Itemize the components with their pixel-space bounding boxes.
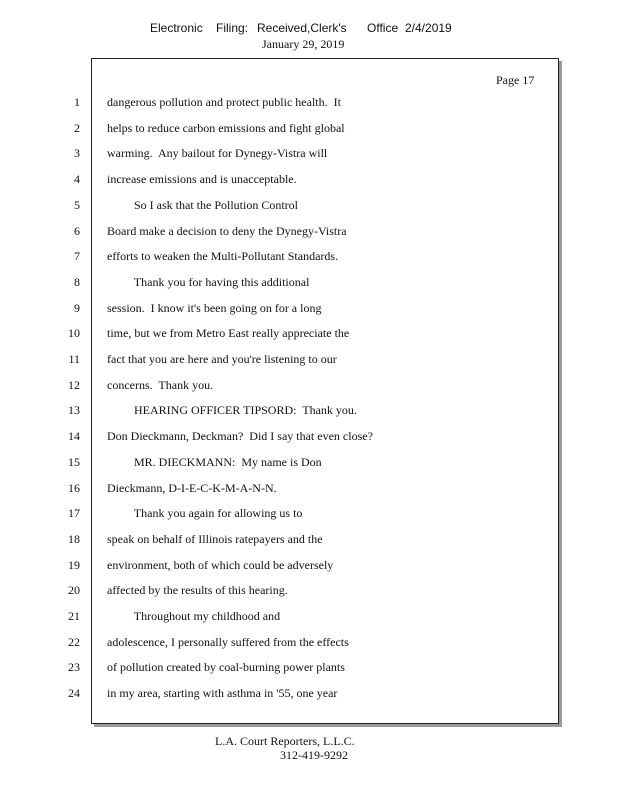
line-number: 10 — [68, 326, 80, 340]
line-number: 5 — [74, 198, 80, 212]
line-number: 17 — [68, 506, 80, 520]
line-text: of pollution created by coal-burning power plants — [107, 660, 345, 674]
line-text: concerns. Thank you. — [107, 378, 214, 392]
line-text: HEARING OFFICER TIPSORD: Thank you. — [107, 403, 357, 417]
line-text: efforts to weaken the Multi-Pollutant Standards. — [107, 249, 339, 263]
line-text: increase emissions and is unacceptable. — [107, 172, 297, 186]
transcript-line — [0, 455, 618, 471]
transcript-line — [0, 686, 618, 702]
line-text: Don Dieckmann, Deckman? Did I say that even close? — [107, 429, 373, 443]
transcript-line — [0, 481, 618, 497]
line-number: 8 — [74, 275, 80, 289]
line-text: Board make a decision to deny the Dynegy-Vistra — [107, 224, 347, 238]
line-text: Dieckmann, D-I-E-C-K-M-A-N-N. — [107, 481, 277, 495]
footer-phone: 312-419-9292 — [280, 748, 348, 762]
line-text: helps to reduce carbon emissions and fight global — [107, 121, 345, 135]
page-number: Page 17 — [496, 73, 535, 87]
line-text: dangerous pollution and protect public health. It — [107, 95, 341, 109]
line-number: 19 — [68, 558, 80, 572]
line-number: 14 — [68, 429, 80, 443]
stamp-received: Received,Clerk's — [257, 21, 347, 35]
transcript-line — [0, 583, 618, 599]
line-text: Throughout my childhood and — [107, 609, 281, 623]
line-number: 2 — [74, 121, 80, 135]
line-text: adolescence, I personally suffered from the effects — [107, 635, 349, 649]
line-number: 9 — [74, 301, 80, 315]
transcript-line — [0, 506, 618, 522]
line-number: 1 — [74, 95, 80, 109]
line-number: 20 — [68, 583, 80, 597]
line-text: Thank you again for allowing us to — [107, 506, 303, 520]
line-text: speak on behalf of Illinois ratepayers and the — [107, 532, 323, 546]
footer-company: L.A. Court Reporters, L.L.C. — [215, 734, 355, 748]
transcript-line — [0, 429, 618, 445]
transcript-line — [0, 224, 618, 240]
transcript-line — [0, 378, 618, 394]
line-text: session. I know it's been going on for a long — [107, 301, 322, 315]
transcript-line — [0, 146, 618, 162]
transcript-line — [0, 275, 618, 291]
transcript-line — [0, 121, 618, 137]
line-text: MR. DIECKMANN: My name is Don — [107, 455, 322, 469]
line-number: 3 — [74, 146, 80, 160]
line-number: 6 — [74, 224, 80, 238]
stamp-filing: Filing: — [216, 21, 249, 35]
filing-stamp — [150, 21, 452, 35]
line-text: Thank you for having this additional — [107, 275, 310, 289]
line-number: 24 — [68, 686, 80, 700]
line-number: 4 — [74, 172, 80, 186]
line-text: time, but we from Metro East really appreciate the — [107, 326, 350, 340]
transcript-line — [0, 660, 618, 676]
transcript-line — [0, 301, 618, 317]
line-text: environment, both of which could be adversely — [107, 558, 334, 572]
line-number: 7 — [74, 249, 80, 263]
line-number: 12 — [68, 378, 80, 392]
line-number: 21 — [68, 609, 80, 623]
transcript-line — [0, 172, 618, 188]
transcript-line — [0, 198, 618, 214]
line-number: 11 — [68, 352, 80, 366]
line-number: 22 — [68, 635, 80, 649]
transcript-line — [0, 95, 618, 111]
line-text: fact that you are here and you're listening to our — [107, 352, 337, 366]
stamp-office: Office — [367, 21, 399, 35]
transcript-line — [0, 609, 618, 625]
line-number: 18 — [68, 532, 80, 546]
line-number: 23 — [68, 660, 80, 674]
transcript-line — [0, 403, 618, 419]
transcript-line — [0, 352, 618, 368]
line-text: warming. Any bailout for Dynegy-Vistra will — [107, 146, 328, 160]
document-date: January 29, 2019 — [262, 37, 345, 51]
transcript-line — [0, 532, 618, 548]
line-number: 16 — [68, 481, 80, 495]
stamp-date: 2/4/2019 — [405, 21, 452, 35]
transcript-line — [0, 249, 618, 265]
transcript-line — [0, 635, 618, 651]
line-text: in my area, starting with asthma in '55, one year — [107, 686, 338, 700]
stamp-electronic: Electronic — [150, 21, 203, 35]
line-number: 13 — [68, 403, 80, 417]
transcript-line — [0, 326, 618, 342]
line-number: 15 — [68, 455, 80, 469]
line-text: So I ask that the Pollution Control — [107, 198, 298, 212]
line-text: affected by the results of this hearing. — [107, 583, 288, 597]
transcript-line — [0, 558, 618, 574]
